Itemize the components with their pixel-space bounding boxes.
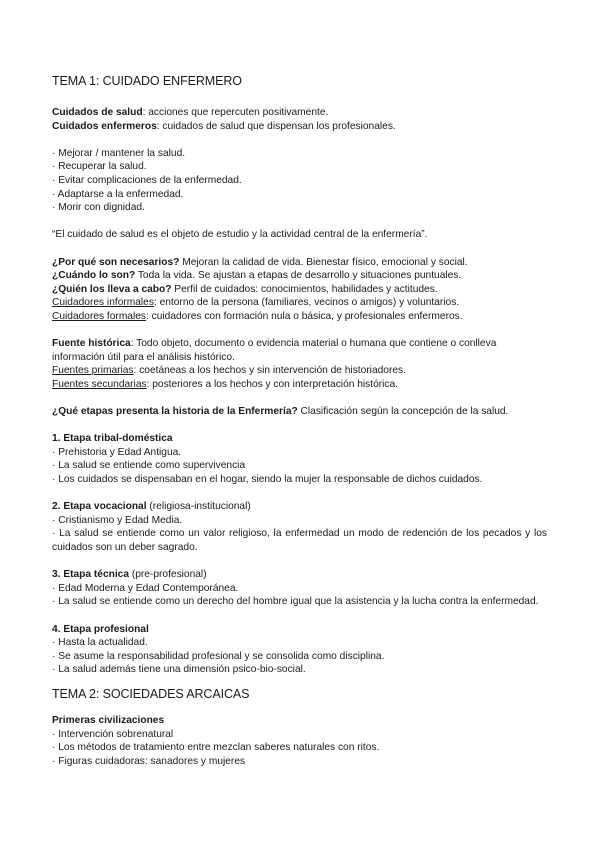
stage-line: · La salud se entiende como un valor religioso, la enfermedad un modo de redención de los pecados y los cuidados son un deber sagrado. [52,528,547,553]
stage-title: 3. Etapa técnica (pre-profesional) [52,569,207,581]
fuentes-primarias: Fuentes primarias: coetáneas a los hechos y sin intervención de historiadores. [52,365,406,377]
document-content [52,74,547,768]
stage-title: 2. Etapa vocacional (religiosa-institucional) [52,501,251,513]
tema2-subtitle: Primeras civilizaciones [52,714,165,726]
stage-line: · Los cuidados se dispensaban en el hogar, siendo la mujer la responsable de dichos cuidados. [52,474,483,486]
quote: “El cuidado de salud es el objeto de estudio y la actividad central de la enfermería”. [52,229,428,241]
tema2-line: · Figuras cuidadoras: sanadores y mujeres [52,755,246,767]
fuente-historica: Fuente histórica: Todo objeto, documento o evidencia material o humana que contiene o conlleva información útil para el análisis histórico. [52,338,497,363]
question-why: ¿Por qué son necesarios? Mejoran la calidad de vida. Bienestar físico, emocional y social. [52,256,468,268]
question-when: ¿Cuándo lo son? Toda la vida. Se ajustan a etapas de desarrollo y situaciones puntuales. [52,270,462,282]
goal-item: · Morir con dignidad. [52,202,145,214]
stage-title: 4. Etapa profesional [52,623,149,635]
cuidadores-informales: Cuidadores informales: entorno de la persona (familiares, vecinos o amigos) y voluntarios. [52,297,460,309]
goal-item: · Adaptarse a la enfermedad. [52,188,184,200]
stage-line: · Cristianismo y Edad Media. [52,514,183,526]
etapas-question: ¿Qué etapas presenta la historia de la Enfermería? Clasificación según la concepción de la salud. [52,406,509,418]
cuidadores-formales: Cuidadores formales: cuidadores con formación nula o básica, y profesionales enfermeros. [52,310,463,322]
tema2-line: · Los métodos de tratamiento entre mezclan saberes naturales con ritos. [52,742,380,754]
stage-line: · Edad Moderna y Edad Contemporánea. [52,582,239,594]
stage-line: · Prehistoria y Edad Antigua. [52,446,182,458]
term: Cuidados enfermeros [52,120,157,132]
stage-title: 1. Etapa tribal-doméstica [52,433,173,445]
goal-item: · Mejorar / mantener la salud. [52,147,186,159]
stage-line: · La salud además tiene una dimensión psico-bio-social. [52,664,306,676]
goal-item: · Evitar complicaciones de la enfermedad. [52,174,242,186]
stage-line: · Hasta la actualidad. [52,637,148,649]
definition-cuidados-enfermeros: Cuidados enfermeros: cuidados de salud que dispensan los profesionales. [52,120,396,132]
tema2-line: · Intervención sobrenatural [52,728,174,740]
fuentes-secundarias: Fuentes secundarias: posteriores a los hechos y con interpretación histórica. [52,378,398,390]
stage-line: · La salud se entiende como supervivencia [52,460,246,472]
term: Cuidados de salud [52,107,143,118]
definition-cuidados-salud: Cuidados de salud: acciones que repercuten positivamente. [52,107,329,118]
tema2-title: TEMA 2: SOCIEDADES ARCAICAS [52,686,250,701]
stage-line: · Se asume la responsabilidad profesional y se consolida como disciplina. [52,650,385,662]
tema1-title: TEMA 1: CUIDADO ENFERMERO [52,74,242,88]
stage-line: · La salud se entiende como un derecho del hombre igual que la asistencia y la lucha contra la enfermedad. [52,596,539,608]
question-who: ¿Quién los lleva a cabo? Perfil de cuidados: conocimientos, habilidades y actitudes. [52,283,438,295]
goal-item: · Recuperar la salud. [52,161,147,173]
